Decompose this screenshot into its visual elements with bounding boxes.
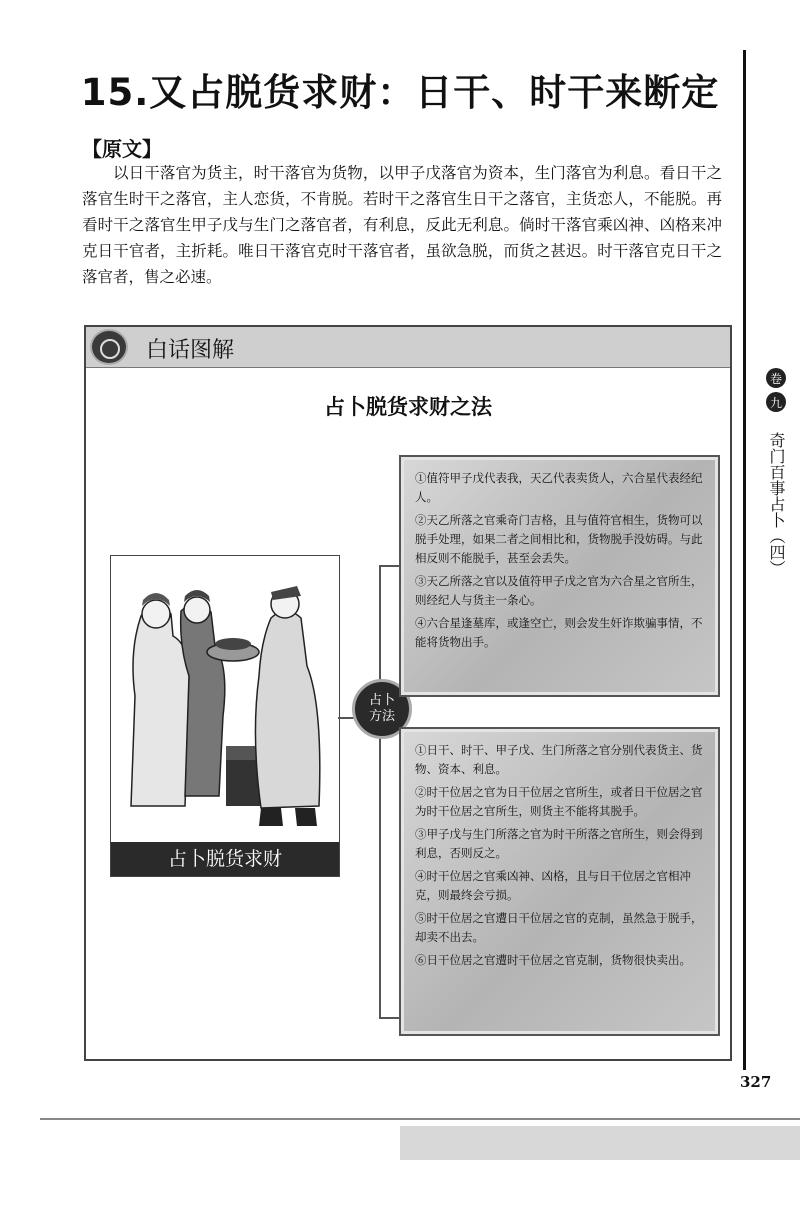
bottom-rule bbox=[40, 1118, 800, 1120]
list-item: ②天乙所落之官乘奇门吉格，且与值符官相生，货物可以脱手处理，如果二者之间相比和，货物脱手没妨碍。与此相反则不能脱手，甚至会丢失。 bbox=[415, 513, 703, 565]
box-header-title: 白话图解 bbox=[146, 338, 235, 363]
diagram-title: 占卜脱货求财之法 bbox=[324, 395, 492, 419]
method-node-line2: 方法 bbox=[368, 709, 395, 724]
bottom-scan-band bbox=[400, 1126, 800, 1160]
box-header bbox=[86, 327, 730, 368]
list-item: ④六合星逢墓库，或逢空亡，则会发生奸诈欺骗事情，不能将货物出手。 bbox=[415, 616, 703, 649]
chapter-side-title: 奇门百事占卜（四） bbox=[767, 432, 786, 576]
original-text-label: 【原文】 bbox=[82, 137, 162, 161]
volume-marker bbox=[761, 368, 791, 424]
list-item: ⑤时干位居之官遭日干位居之官的克制，虽然急于脱手，却卖不出去。 bbox=[415, 911, 703, 944]
list-item: ①值符甲子戊代表我，天乙代表卖货人，六合星代表经纪人。 bbox=[415, 471, 703, 504]
list-item: ②时干位居之官为日干位居之官所生，或者日干位居之官为时干位居之官所生，则货主不能将其脱手。 bbox=[415, 785, 703, 818]
page-title: 15.又占脱货求财：日干、时干来断定 bbox=[80, 71, 720, 114]
watermark-text: PDG bbox=[655, 883, 710, 926]
illustrated-explanation-box bbox=[84, 325, 732, 1061]
illustration-caption: 占卜脱货求财 bbox=[111, 842, 339, 876]
list-item: ③天乙所落之官以及值符甲子戊之官为六合星之官所生，则经纪人与货主一条心。 bbox=[415, 574, 703, 607]
merchants-illustration bbox=[111, 556, 339, 842]
list-item: ⑥日干位居之官遭时干位居之官克制，货物很快卖出。 bbox=[415, 953, 691, 967]
page-number: 327 bbox=[740, 1073, 772, 1091]
illustration bbox=[110, 555, 340, 877]
volume-juan: 卷 bbox=[766, 368, 786, 388]
connector-line bbox=[379, 565, 381, 1017]
list-item: ③甲子戊与生门所落之官为时干所落之官所生，则会得到利息，否则反之。 bbox=[415, 827, 703, 860]
list-item: ④时干位居之官乘凶神、凶格，且与日干位居之官相冲克，则最终会亏损。 bbox=[415, 869, 691, 902]
list-item: ①日干、时干、甲子戊、生门所落之官分别代表货主、货物、资本、利息。 bbox=[415, 743, 703, 776]
swirl-emblem-icon bbox=[90, 329, 128, 365]
method-panel-top bbox=[399, 455, 720, 697]
method-node-line1: 占卜 bbox=[368, 693, 395, 708]
volume-number: 九 bbox=[766, 392, 786, 412]
original-text-body: 以日干落官为货主，时干落官为货物，以甲子戊落官为资本，生门落官为利息。看日干之落官生时干之落官，主人恋货，不肯脱。若时干之落官生日干之落官，主货恋人，不能脱。再看时干之落官生甲子戊与生门之落官者，有利息，反此无利息。倘时干落官乘凶神、凶格来冲克日干官者，主折耗。唯日干落官克时干落官者，虽欲急脱，而货之甚迟。时干落官克日干之落官者，售之必速。 bbox=[82, 164, 722, 286]
